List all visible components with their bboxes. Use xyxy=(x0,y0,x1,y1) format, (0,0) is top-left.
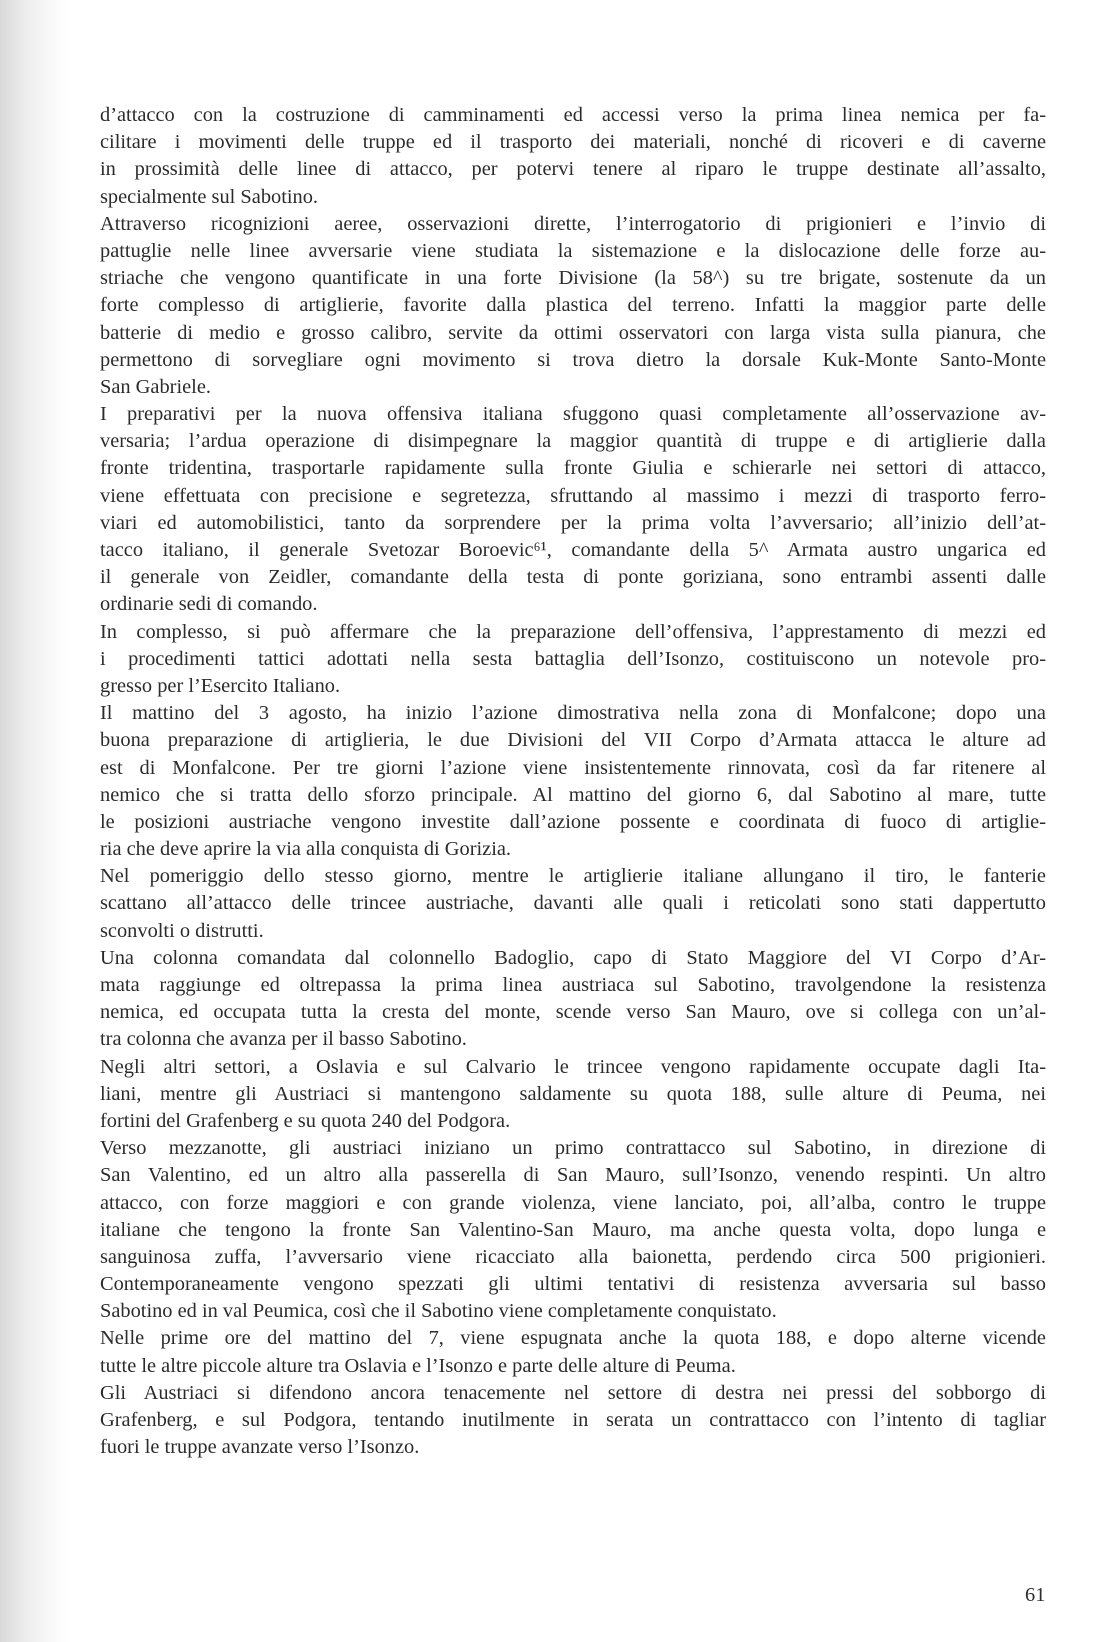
text-line: Nelle prime ore del mattino del 7, viene espugnata anche la quota 188, e dopo alterne vicende xyxy=(100,1327,1046,1350)
text-line: ria che deve aprire la via alla conquista di Gorizia. xyxy=(100,838,512,861)
body-text xyxy=(100,102,1046,1461)
text-line: nemica, ed occupata tutta la cresta del monte, scende verso San Mauro, ove si collega con un’al- xyxy=(100,1001,1046,1024)
text-line: Il mattino del 3 agosto, ha inizio l’azione dimostrativa nella zona di Monfalcone; dopo una xyxy=(100,702,1046,725)
text-line: tutte le altre piccole alture tra Oslavia e l’Isonzo e parte delle alture di Peuma. xyxy=(100,1354,736,1377)
text-line: est di Monfalcone. Per tre giorni l’azione viene insistentemente rinnovata, così da far ritenere al xyxy=(100,756,1046,779)
text-line: Sabotino ed in val Peumica, così che il Sabotino viene completamente conquistato. xyxy=(100,1300,777,1323)
text-line: sanguinosa zuffa, l’avversario viene ricacciato alla baionetta, perdendo circa 500 prigionieri. xyxy=(100,1245,1046,1268)
text-line: Negli altri settori, a Oslavia e sul Calvario le trincee vengono rapidamente occupate dagli Ita- xyxy=(100,1055,1046,1078)
text-line: fronte tridentina, trasportarle rapidamente sulla fronte Giulia e schierarle nei settori di attacco, xyxy=(100,457,1046,480)
text-line: liani, mentre gli Austriaci si mantengono saldamente su quota 188, sulle alture di Peuma, nei xyxy=(100,1082,1046,1105)
text-line: Grafenberg, e sul Podgora, tentando inutilmente in serata un contrattacco con l’intento di tagliar xyxy=(100,1409,1046,1431)
text-line: batterie di medio e grosso calibro, servite da ottimi osservatori con larga vista sulla pianura, che xyxy=(100,321,1046,344)
text-line: Contemporaneamente vengono spezzati gli ultimi tentativi di resistenza avversaria sul basso xyxy=(100,1273,1046,1296)
text-line: viene effettuata con precisione e segretezza, sfruttando al massimo i mezzi di trasporto ferro- xyxy=(100,484,1046,507)
text-line: tra colonna che avanza per il basso Sabotino. xyxy=(100,1028,467,1051)
text-line: in prossimità delle linee di attacco, per potervi tenere al riparo le truppe destinate all’assalto, xyxy=(100,158,1046,181)
text-line: fuori le truppe avanzate verso l’Isonzo. xyxy=(100,1436,420,1459)
text-line: ordinarie sedi di comando. xyxy=(100,593,318,616)
text-line: scattano all’attacco delle trincee austriache, davanti alle quali i reticolati sono stati dappertutto xyxy=(100,892,1046,915)
text-line: I preparativi per la nuova offensiva italiana sfuggono quasi completamente all’osservazione av- xyxy=(100,403,1046,426)
text-line: gresso per l’Esercito Italiano. xyxy=(100,674,341,697)
text-line: viari ed automobilistici, tanto da sorprendere per la prima volta l’avversario; all’inizio dell’at- xyxy=(100,511,1046,534)
text-line: nemico che si tratta dello sforzo principale. Al mattino del giorno 6, dal Sabotino al mare, tutte xyxy=(100,783,1046,806)
text-line: San Gabriele. xyxy=(100,375,211,398)
text-line: buona preparazione di artiglieria, le due Divisioni del VII Corpo d’Armata attacca le alture ad xyxy=(100,729,1046,752)
text-line: Nel pomeriggio dello stesso giorno, mentre le artiglierie italiane allungano il tiro, le fanterie xyxy=(100,865,1046,888)
text-line: cilitare i movimenti delle truppe ed il trasporto dei materiali, nonché di ricoveri e di caverne xyxy=(100,131,1046,154)
text-line: Una colonna comandata dal colonnello Badoglio, capo di Stato Maggiore del VI Corpo d’Ar- xyxy=(100,946,1046,969)
text-line: italiane che tengono la fronte San Valentino-San Mauro, ma anche questa volta, dopo lunga e xyxy=(100,1218,1046,1241)
text-line: specialmente sul Sabotino. xyxy=(100,185,319,208)
page-number: 61 xyxy=(1025,1584,1046,1606)
text-line: fortini del Grafenberg e su quota 240 del Podgora. xyxy=(100,1109,511,1132)
text-line: sconvolti o distrutti. xyxy=(100,919,264,942)
text-line: tacco italiano, il generale Svetozar Boroevic⁶¹, comandante della 5^ Armata austro ungarica ed xyxy=(100,539,1046,561)
text-line: Verso mezzanotte, gli austriaci iniziano un primo contrattacco sul Sabotino, in direzione di xyxy=(100,1137,1046,1160)
text-line: forte complesso di artiglierie, favorite dalla plastica del terreno. Infatti la maggior parte delle xyxy=(100,294,1046,317)
text-line: i procedimenti tattici adottati nella sesta battaglia dell’Isonzo, costituiscono un notevole pro- xyxy=(100,647,1046,670)
text-line: striache che vengono quantificate in una forte Divisione (la 58^) su tre brigate, sostenute da un xyxy=(100,267,1046,290)
text-line: mata raggiunge ed oltrepassa la prima linea austriaca sul Sabotino, travolgendone la resistenza xyxy=(100,974,1046,996)
text-line: San Valentino, ed un altro alla passerella di San Mauro, sull’Isonzo, venendo respinti. Un altro xyxy=(100,1164,1046,1187)
text-line: pattuglie nelle linee avversarie viene studiata la sistemazione e la dislocazione delle forze au- xyxy=(100,239,1046,262)
text-line: d’attacco con la costruzione di camminamenti ed accessi verso la prima linea nemica per fa- xyxy=(100,104,1046,126)
text-line: In complesso, si può affermare che la preparazione dell’offensiva, l’apprestamento di mezzi ed xyxy=(100,620,1046,643)
text-line: permettono di sorvegliare ogni movimento si trova dietro la dorsale Kuk-Monte Santo-Monte xyxy=(100,348,1046,371)
text-line: Attraverso ricognizioni aeree, osservazioni dirette, l’interrogatorio di prigionieri e l’invio di xyxy=(100,212,1046,235)
text-line: le posizioni austriache vengono investite dall’azione possente e coordinata di fuoco di artiglie- xyxy=(100,810,1046,833)
text-line: versaria; l’ardua operazione di disimpegnare la maggior quantità di truppe e di artiglierie dalla xyxy=(100,430,1046,453)
text-line: Gli Austriaci si difendono ancora tenacemente nel settore di destra nei pressi del sobborgo di xyxy=(100,1381,1046,1404)
text-line: il generale von Zeidler, comandante della testa di ponte goriziana, sono entrambi assenti dalle xyxy=(100,566,1046,589)
text-line: attacco, con forze maggiori e con grande violenza, viene lanciato, poi, all’alba, contro le truppe xyxy=(100,1191,1046,1214)
